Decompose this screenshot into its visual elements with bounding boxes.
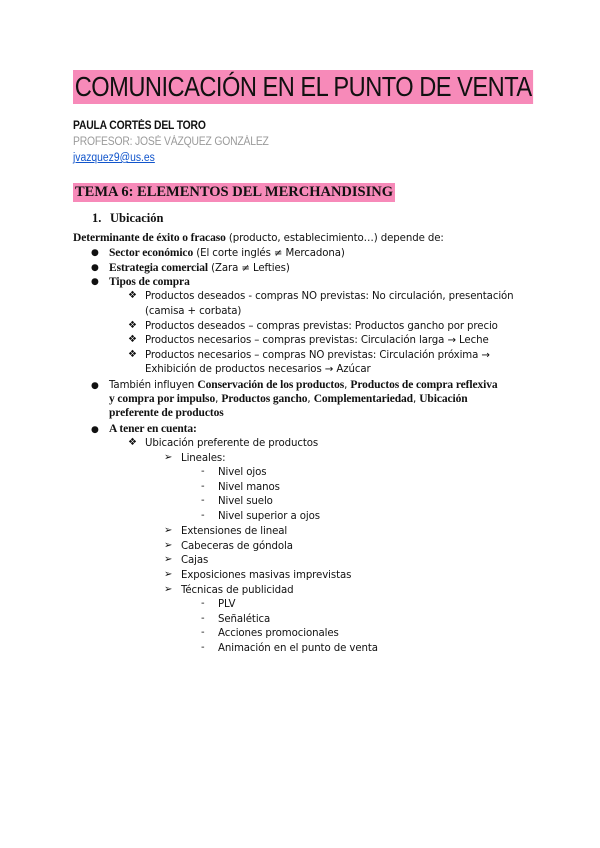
influyen-comma: , bbox=[307, 394, 314, 405]
list-item-tipos bbox=[109, 275, 190, 291]
other-item: Técnicas de publicidad bbox=[181, 585, 294, 596]
nivel-item: Nivel superior a ojos bbox=[218, 511, 320, 522]
title-container bbox=[73, 70, 600, 104]
arrow-bullet-icon: ➢ bbox=[164, 554, 173, 565]
influyen-bold-1: Conservación de los productos bbox=[197, 379, 345, 391]
other-item: Cajas bbox=[181, 555, 209, 566]
arrow-bullet-icon: ➢ bbox=[164, 584, 173, 595]
tecnica-item: Acciones promocionales bbox=[218, 628, 339, 639]
document-title: COMUNICACIÓN EN EL PUNTO DE VENTA bbox=[74, 71, 532, 102]
tipos-bold: Tipos de compra bbox=[109, 276, 190, 288]
intro-rest: (producto, establecimiento…) depende de: bbox=[225, 233, 444, 244]
bullet-icon: ● bbox=[91, 263, 99, 273]
tecnica-item: Señalética bbox=[218, 614, 271, 625]
dash-bullet-icon: - bbox=[201, 466, 205, 477]
sector-bold: Sector económico bbox=[109, 247, 194, 259]
nivel-item: Nivel suelo bbox=[218, 496, 273, 507]
arrow-bullet-icon: ➢ bbox=[164, 452, 173, 463]
intro-bold: Determinante de éxito o fracaso bbox=[73, 232, 226, 244]
tema-container bbox=[73, 181, 395, 202]
diamond-bullet-icon: ❖ bbox=[128, 437, 137, 448]
other-item: Cabeceras de góndola bbox=[181, 541, 293, 552]
nivel-item: Nivel ojos bbox=[218, 467, 267, 478]
influyen-bold-4: Productos gancho bbox=[221, 393, 308, 405]
list-item-sector bbox=[109, 246, 345, 262]
section-title: Ubicación bbox=[110, 211, 164, 225]
tipos-sub-3: Productos necesarios – compras previstas: Circulación larga → Leche bbox=[145, 335, 489, 346]
dash-bullet-icon: - bbox=[201, 481, 205, 492]
influyen-pre: También influyen bbox=[109, 380, 198, 391]
intro-line bbox=[73, 231, 444, 247]
tipos-sub-4: Productos necesarios – compras NO previstas: Circulación próxima → bbox=[145, 350, 490, 361]
nivel-item: Nivel manos bbox=[218, 482, 280, 493]
arrow-bullet-icon: ➢ bbox=[164, 569, 173, 580]
lineales-label: Lineales: bbox=[181, 453, 226, 464]
tecnica-item: PLV bbox=[218, 599, 236, 610]
dash-bullet-icon: - bbox=[201, 613, 205, 624]
arrow-bullet-icon: ➢ bbox=[164, 525, 173, 536]
dash-bullet-icon: - bbox=[201, 495, 205, 506]
diamond-bullet-icon: ❖ bbox=[128, 349, 137, 360]
arrow-bullet-icon: ➢ bbox=[164, 540, 173, 551]
influyen-bold-7: preferente de productos bbox=[109, 407, 224, 419]
dash-bullet-icon: - bbox=[201, 627, 205, 638]
influyen-comma: , bbox=[344, 380, 351, 391]
section-heading bbox=[92, 211, 163, 226]
other-item: Exposiciones masivas imprevistas bbox=[181, 570, 352, 581]
tema-heading: TEMA 6: ELEMENTOS DEL MERCHANDISING bbox=[75, 184, 393, 200]
influyen-comma: , bbox=[412, 394, 420, 405]
tecnica-item: Animación en el punto de venta bbox=[218, 643, 378, 654]
tipos-sub-1: Productos deseados - compras NO previstas: No circulación, presentación bbox=[145, 291, 514, 302]
bullet-icon: ● bbox=[91, 381, 99, 391]
diamond-bullet-icon: ❖ bbox=[128, 290, 137, 301]
estrategia-rest: (Zara ≠ Lefties) bbox=[208, 263, 290, 274]
author-name: PAULA CORTÉS DEL TORO bbox=[73, 120, 206, 132]
influyen-bold-6: Ubicación bbox=[419, 393, 468, 405]
diamond-bullet-icon: ❖ bbox=[128, 334, 137, 345]
diamond-bullet-icon: ❖ bbox=[128, 320, 137, 331]
other-item: Extensiones de lineal bbox=[181, 526, 288, 537]
section-number: 1. bbox=[92, 211, 102, 225]
dash-bullet-icon: - bbox=[201, 598, 205, 609]
bullet-icon: ● bbox=[91, 425, 99, 435]
dash-bullet-icon: - bbox=[201, 510, 205, 521]
list-item-tener bbox=[109, 422, 197, 438]
influyen-bold-2: Productos de compra reflexiva bbox=[350, 379, 498, 391]
bullet-icon: ● bbox=[91, 248, 99, 258]
tipos-sub-4b: Exhibición de productos necesarios → Azúcar bbox=[145, 364, 371, 375]
influyen-comma: , bbox=[215, 394, 222, 405]
dash-bullet-icon: - bbox=[201, 642, 205, 653]
influyen-bold-3: y compra por impulso bbox=[109, 393, 216, 405]
influyen-bold-5: Complementariedad bbox=[313, 393, 413, 405]
tener-bold: A tener en cuenta: bbox=[109, 423, 197, 435]
professor-name: PROFESOR: JOSÉ VÁZQUEZ GONZÁLEZ bbox=[73, 136, 269, 148]
estrategia-bold: Estrategia comercial bbox=[109, 262, 209, 274]
influyen-line-3 bbox=[109, 406, 224, 422]
bullet-icon: ● bbox=[91, 277, 99, 287]
ubicacion-preferente: Ubicación preferente de productos bbox=[145, 438, 319, 449]
sector-rest: (El corte inglés ≠ Mercadona) bbox=[193, 248, 345, 259]
email-link[interactable]: jvazquez9@us.es bbox=[73, 152, 155, 164]
tipos-sub-2: Productos deseados – compras previstas: Productos gancho por precio bbox=[145, 321, 498, 332]
tipos-sub-1b: (camisa + corbata) bbox=[145, 306, 242, 317]
